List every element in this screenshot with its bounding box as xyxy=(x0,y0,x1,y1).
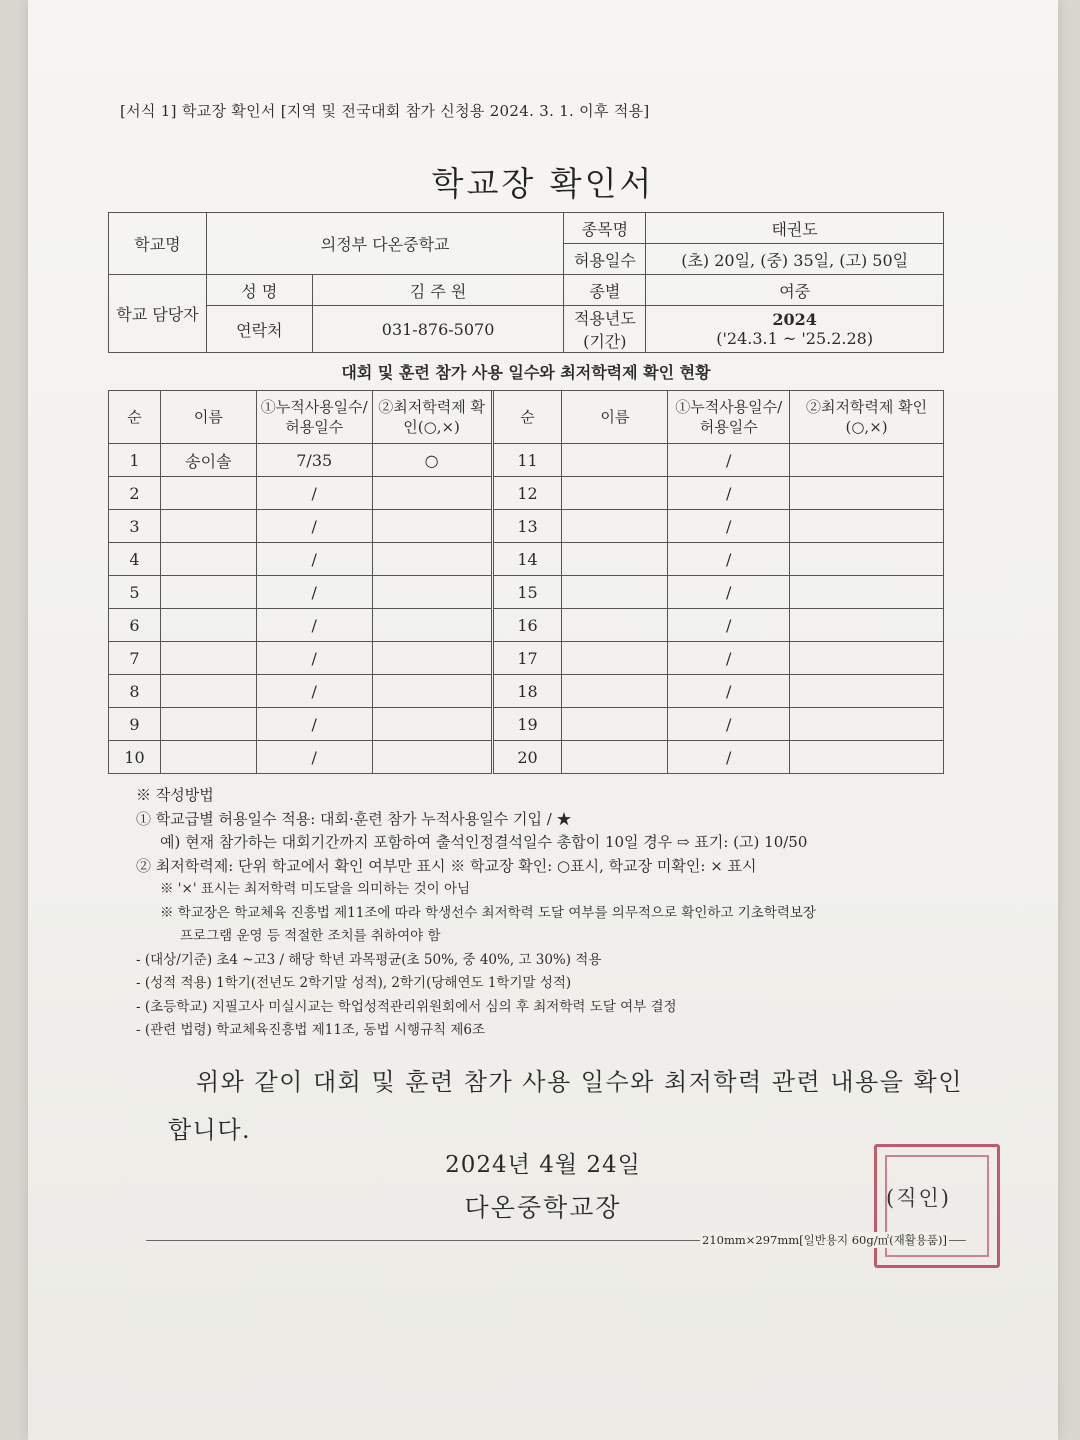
allowed-days-value: (초) 20일, (중) 35일, (고) 50일 xyxy=(646,244,944,275)
table-row xyxy=(109,543,944,576)
row-name xyxy=(160,543,256,576)
note-line: ※ '×' 표시는 최저학력 미도달을 의미하는 것이 아님 xyxy=(160,881,471,897)
row-name xyxy=(562,609,668,642)
row-name xyxy=(160,609,256,642)
header-no-right: 순 xyxy=(492,391,562,444)
note-line: 프로그램 운영 등 적절한 조치를 취하여야 함 xyxy=(180,928,441,944)
info-table xyxy=(108,212,944,353)
row-days: / xyxy=(668,576,790,609)
name-value: 김 주 원 xyxy=(312,275,564,306)
table-row xyxy=(109,609,944,642)
note-line: - (관련 법령) 학교체육진흥법 제11조, 동법 시행규칙 제6조 xyxy=(136,1022,486,1038)
row-min xyxy=(790,576,944,609)
row-no: 19 xyxy=(492,708,562,741)
row-min xyxy=(372,609,492,642)
period-value: ('24.3.1 ~ '25.2.28) xyxy=(716,329,874,348)
row-name xyxy=(160,675,256,708)
row-days: / xyxy=(668,642,790,675)
row-min xyxy=(372,477,492,510)
row-no: 16 xyxy=(492,609,562,642)
row-days: / xyxy=(668,741,790,774)
row-no: 6 xyxy=(109,609,161,642)
row-name xyxy=(562,576,668,609)
issue-date: 2024년 4월 24일 xyxy=(445,1152,641,1178)
row-days: / xyxy=(256,642,372,675)
type-value: 여중 xyxy=(646,275,944,306)
row-name: 송이솔 xyxy=(160,444,256,477)
row-no: 5 xyxy=(109,576,161,609)
row-min xyxy=(790,642,944,675)
row-days: / xyxy=(668,543,790,576)
school-value: 의정부 다온중학교 xyxy=(206,213,564,275)
row-name xyxy=(562,708,668,741)
row-days: / xyxy=(256,741,372,774)
row-no: 8 xyxy=(109,675,161,708)
note-line: ② 최저학력제: 단위 학교에서 확인 여부만 표시 ※ 학교장 확인: ○표시, 학교장 미확인: × 표시 xyxy=(136,856,757,875)
confirmation-line-2: 합니다. xyxy=(168,1116,252,1144)
row-days: / xyxy=(256,576,372,609)
table-row xyxy=(109,576,944,609)
row-no: 12 xyxy=(492,477,562,510)
stamp-label: (직인) xyxy=(886,1186,951,1210)
paper-spec: 210mm×297mm[일반용지 60g/㎡(재활용품)] xyxy=(702,1233,947,1247)
row-min xyxy=(372,708,492,741)
row-days: / xyxy=(256,609,372,642)
row-days: 7/35 xyxy=(256,444,372,477)
table-row xyxy=(109,510,944,543)
note-line: - (대상/기준) 초4 ~고3 / 해당 학년 과목평균(초 50%, 중 40%, 고 30%) 적용 xyxy=(136,951,602,968)
manager-label: 학교 담당자 xyxy=(109,275,207,353)
note-line: - (성적 적용) 1학기(전년도 2학기말 성적), 2학기(당해연도 1학기말 성적) xyxy=(136,975,572,991)
header-days-right: ①누적사용일수/ 허용일수 xyxy=(668,391,790,444)
table-row xyxy=(109,642,944,675)
row-name xyxy=(562,444,668,477)
row-days: / xyxy=(256,477,372,510)
allowed-days-label: 허용일수 xyxy=(564,244,646,275)
page-title: 학교장 확인서 xyxy=(431,164,655,203)
table-row xyxy=(109,675,944,708)
name-label: 성 명 xyxy=(206,275,312,306)
table-row xyxy=(109,708,944,741)
row-name xyxy=(562,543,668,576)
header-min-right: ②최저학력제 확인(○,×) xyxy=(790,391,944,444)
row-days: / xyxy=(668,609,790,642)
row-name xyxy=(160,510,256,543)
row-name xyxy=(562,510,668,543)
row-no: 4 xyxy=(109,543,161,576)
row-min xyxy=(372,510,492,543)
event-value: 태권도 xyxy=(646,213,944,244)
header-no-left: 순 xyxy=(109,391,161,444)
row-no: 18 xyxy=(492,675,562,708)
row-no: 1 xyxy=(109,444,161,477)
row-name xyxy=(562,741,668,774)
year-value: 2024 xyxy=(772,310,817,329)
row-no: 13 xyxy=(492,510,562,543)
section-title: 대회 및 훈련 참가 사용 일수와 최저학력제 확인 현황 xyxy=(108,356,944,391)
table-row xyxy=(109,444,944,477)
row-min xyxy=(790,609,944,642)
row-min xyxy=(790,741,944,774)
row-days: / xyxy=(668,477,790,510)
row-days: / xyxy=(668,708,790,741)
header-name-left: 이름 xyxy=(160,391,256,444)
row-no: 14 xyxy=(492,543,562,576)
contact-value: 031-876-5070 xyxy=(312,306,564,353)
note-line: 예) 현재 참가하는 대회기간까지 포함하여 출석인정결석일수 총합이 10일 경우 ⇨ 표기: (고) 10/50 xyxy=(160,833,808,851)
row-name xyxy=(160,741,256,774)
table-row xyxy=(109,741,944,774)
row-no: 2 xyxy=(109,477,161,510)
row-min xyxy=(372,576,492,609)
row-min xyxy=(372,543,492,576)
note-line: ※ 학교장은 학교체육 진흥법 제11조에 따라 학생선수 최저학력 도달 여부를 의무적으로 확인하고 기초학력보장 xyxy=(160,904,816,921)
header-min-left: ②최저학력제 확인(○,×) xyxy=(372,391,492,444)
type-label: 종별 xyxy=(564,275,646,306)
status-table-body xyxy=(109,444,944,774)
row-days: / xyxy=(256,708,372,741)
row-days: / xyxy=(668,444,790,477)
note-line: - (초등학교) 지필고사 미실시교는 학업성적관리위원회에서 심의 후 최저학력 도달 여부 결정 xyxy=(136,998,677,1015)
row-days: / xyxy=(256,543,372,576)
confirmation-line-1: 위와 같이 대회 및 훈련 참가 사용 일수와 최저학력 관련 내용을 확인 xyxy=(196,1068,963,1096)
row-name xyxy=(562,642,668,675)
form-number: [서식 1] 학교장 확인서 [지역 및 전국대회 참가 신청용 2024. 3. 1. 이후 적용] xyxy=(120,102,650,120)
row-no: 17 xyxy=(492,642,562,675)
row-min xyxy=(372,642,492,675)
notes-heading: ※ 작성방법 xyxy=(136,786,214,804)
row-min xyxy=(790,510,944,543)
row-no: 9 xyxy=(109,708,161,741)
row-min xyxy=(790,543,944,576)
principal-name: 다온중학교장 xyxy=(464,1193,622,1222)
row-name xyxy=(160,642,256,675)
row-name xyxy=(160,477,256,510)
row-min xyxy=(790,675,944,708)
contact-label: 연락처 xyxy=(206,306,312,353)
row-days: / xyxy=(668,675,790,708)
header-name-right: 이름 xyxy=(562,391,668,444)
row-name xyxy=(160,576,256,609)
row-min xyxy=(372,741,492,774)
document-page xyxy=(28,0,1058,1440)
row-name xyxy=(160,708,256,741)
row-no: 3 xyxy=(109,510,161,543)
row-no: 10 xyxy=(109,741,161,774)
row-no: 15 xyxy=(492,576,562,609)
row-min xyxy=(372,675,492,708)
row-min xyxy=(790,444,944,477)
row-days: / xyxy=(256,510,372,543)
row-no: 11 xyxy=(492,444,562,477)
row-min xyxy=(790,477,944,510)
header-days-left: ①누적사용일수/ 허용일수 xyxy=(256,391,372,444)
school-label: 학교명 xyxy=(109,213,207,275)
table-row xyxy=(109,477,944,510)
year-label: 적용년도 (기간) xyxy=(564,306,646,353)
row-no: 20 xyxy=(492,741,562,774)
row-min: ○ xyxy=(372,444,492,477)
instructions xyxy=(136,784,976,1043)
note-line: ① 학교급별 허용일수 적용: 대회·훈련 참가 누적사용일수 기입 / ★ xyxy=(136,809,572,828)
event-label: 종목명 xyxy=(564,213,646,244)
year-cell xyxy=(646,306,944,353)
row-min xyxy=(790,708,944,741)
row-days: / xyxy=(668,510,790,543)
row-name xyxy=(562,675,668,708)
status-table xyxy=(108,390,944,774)
row-days: / xyxy=(256,675,372,708)
row-name xyxy=(562,477,668,510)
row-no: 7 xyxy=(109,642,161,675)
confirmation-statement xyxy=(168,1058,968,1154)
